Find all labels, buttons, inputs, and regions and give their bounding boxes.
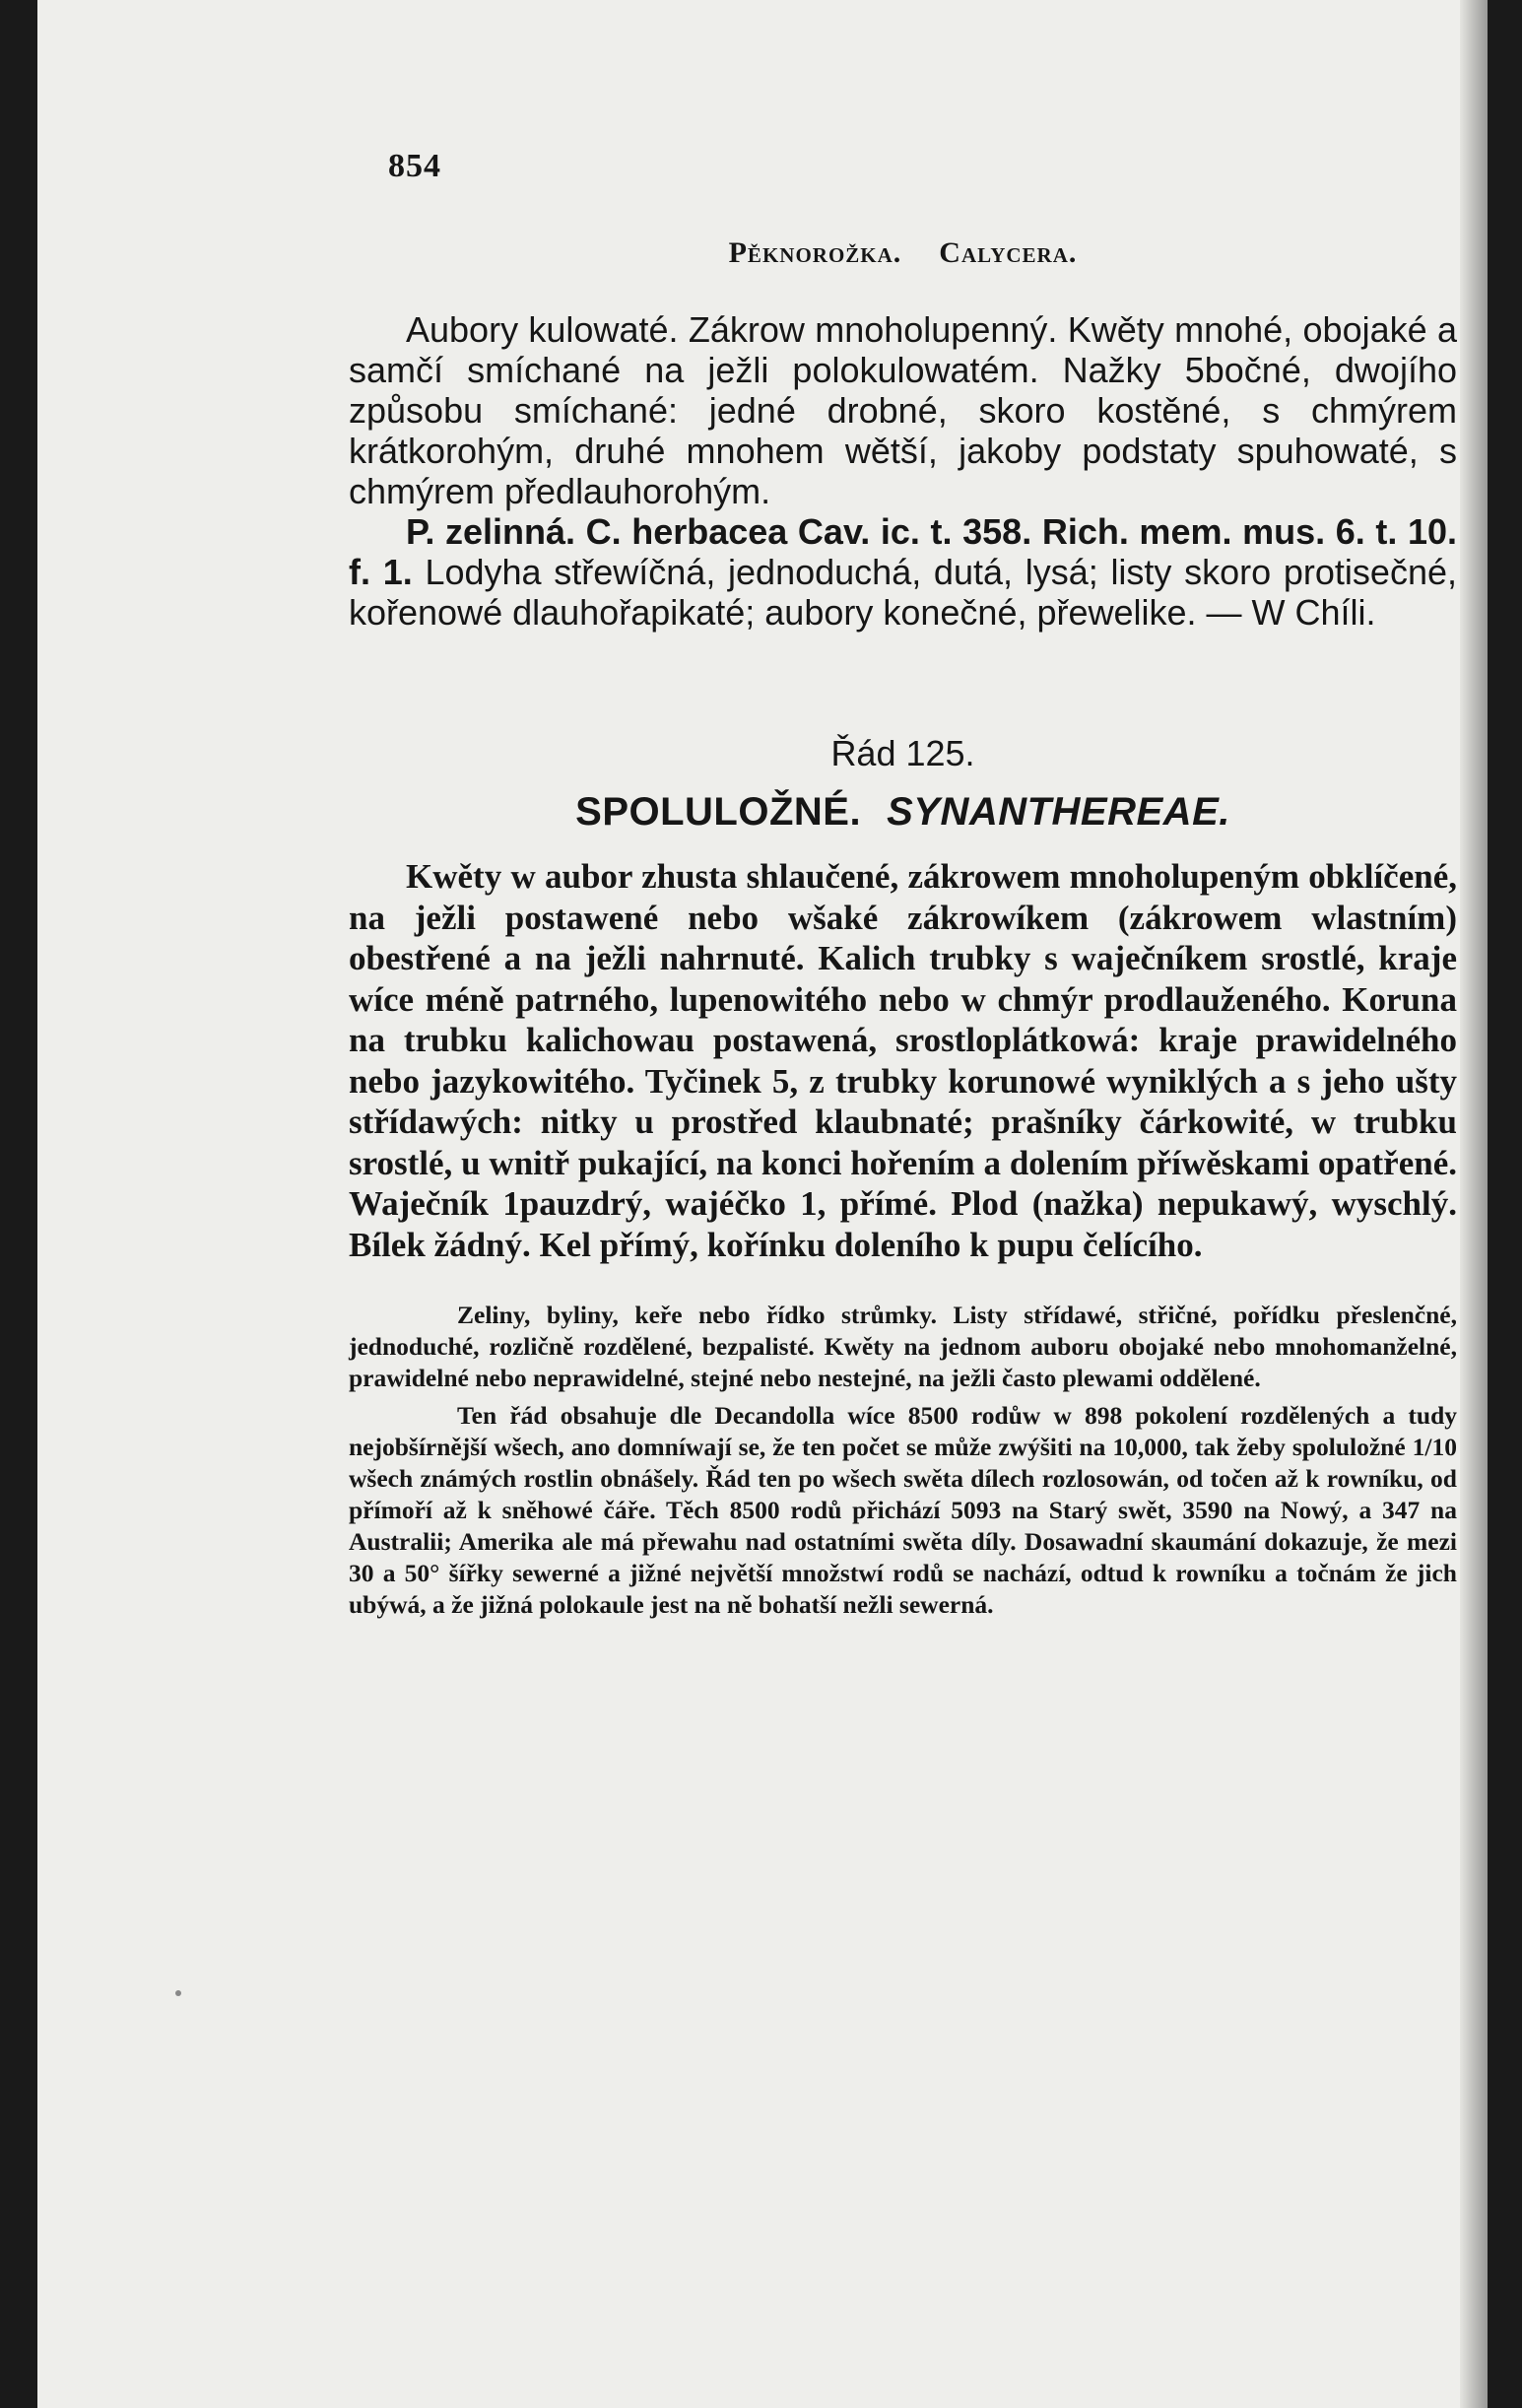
page-speck [175,1990,181,1996]
order-distribution-note: Ten řád obsahuje dle Decandolla wíce 8500 rodůw w 898 pokolení rozdělených a tudy nejobšírnější wšech, ano domníwají se, že ten počet se může zwýšiti na 10,000, tak žeby spoluložné 1/10 wšech známých rostlin obnášely. Řád ten po wšech swěta dílech rozlosowán, od točen až k rowníku, od přímoří až k sněhowé čáře. Těch 8500 rodů přichází 5093 na Starý swět, 3590 na Nowý, a 347 na Australii; Amerika ale má přewahu nad ostatními swěta díly. Dosawadní skaumání dokazuje, že mezi 30 a 50° šířky sewerné a jižné největší množstwí rodů se nachází, odtud k rowníku a točnám že jich ubýwá, a že jižná polokaule jest na ně bohatší nežli sewerná. [349,1401,1457,1619]
species-citation: P. zelinná. C. herbacea Cav. ic. t. 358. Rich. mem. mus. 6. t. 10. f. 1. [349,511,1457,592]
page-edge-shadow [1460,0,1488,2408]
order-description: Kwěty w aubor zhusta shlaučené, zákrowem mnoholupeným obklíčené, na ježli postawené nebo wšaké zákrowíkem (zákrowem wlastním) obestřené a na ježli nahrnuté. Kalich trubky s waječníkem srostlé, kraje wíce méně patrného, lupenowitého nebo w chmýr prodlauženého. Koruna na trubku kalichowau postawená, srostloplátkowá: kraje prawidelného nebo jazykowitého. Tyčinek 5, z trubky korunowé wyniklých a s jeho ušty střídawých: nitky u prostřed klaubnaté; prašníky čárkowité, w trubku srostlé, u wnitř pukající, na konci hořením a dolením příwěskami opatřené. Waječník 1pauzdrý, wajéčko 1, přímé. Plod (nažka) nepukawý, wyschlý. Bílek žádný. Kel přímý, kořínku doleního k pupu čelícího. [349,857,1457,1264]
order-title-czech: SPOLULOŽNÉ. [575,790,862,834]
genus-name-latin: Calycera. [939,236,1078,269]
order-habit-note: Zeliny, byliny, keře nebo řídko strůmky. Listy střídawé, střičné, pořídku přeslenčné, jednoduché, rozličně rozdělené, bezpalisté. Kwěty na jednom auboru obojaké nebo mnohomanželné, prawidelné nebo neprawidelné, stejné nebo nestejné, na ježli často plewami oddělené. [349,1301,1457,1392]
book-page [37,0,1488,2408]
species-paragraph [349,511,1457,633]
text-column [349,148,1457,1621]
order-title-latin: SYNANTHEREAE. [887,790,1230,834]
species-description: Lodyha střewíčná, jednoduchá, dutá, lysá; listy skoro protisečné, kořenowé dlauhořapikaté; aubory konečné, přewelike. — W Chíli. [349,552,1457,633]
page-number: 854 [388,148,441,184]
genus-description: Aubory kulowaté. Zákrow mnoholupenný. Kwěty mnohé, obojaké a samčí smíchané na ježli polokulowatém. Nažky 5bočné, dwojího způsobu smíchané: jedné drobné, skoro kostěné, s chmýrem krátkorohým, druhé mnohem wětší, jakoby podstaty spuhowaté, s chmýrem předlauhorohým. [349,309,1457,511]
genus-header [349,236,1457,270]
order-number: Řád 125. [830,733,975,773]
genus-name-czech: Pěknorožka. [728,236,902,269]
order-title [349,790,1457,835]
